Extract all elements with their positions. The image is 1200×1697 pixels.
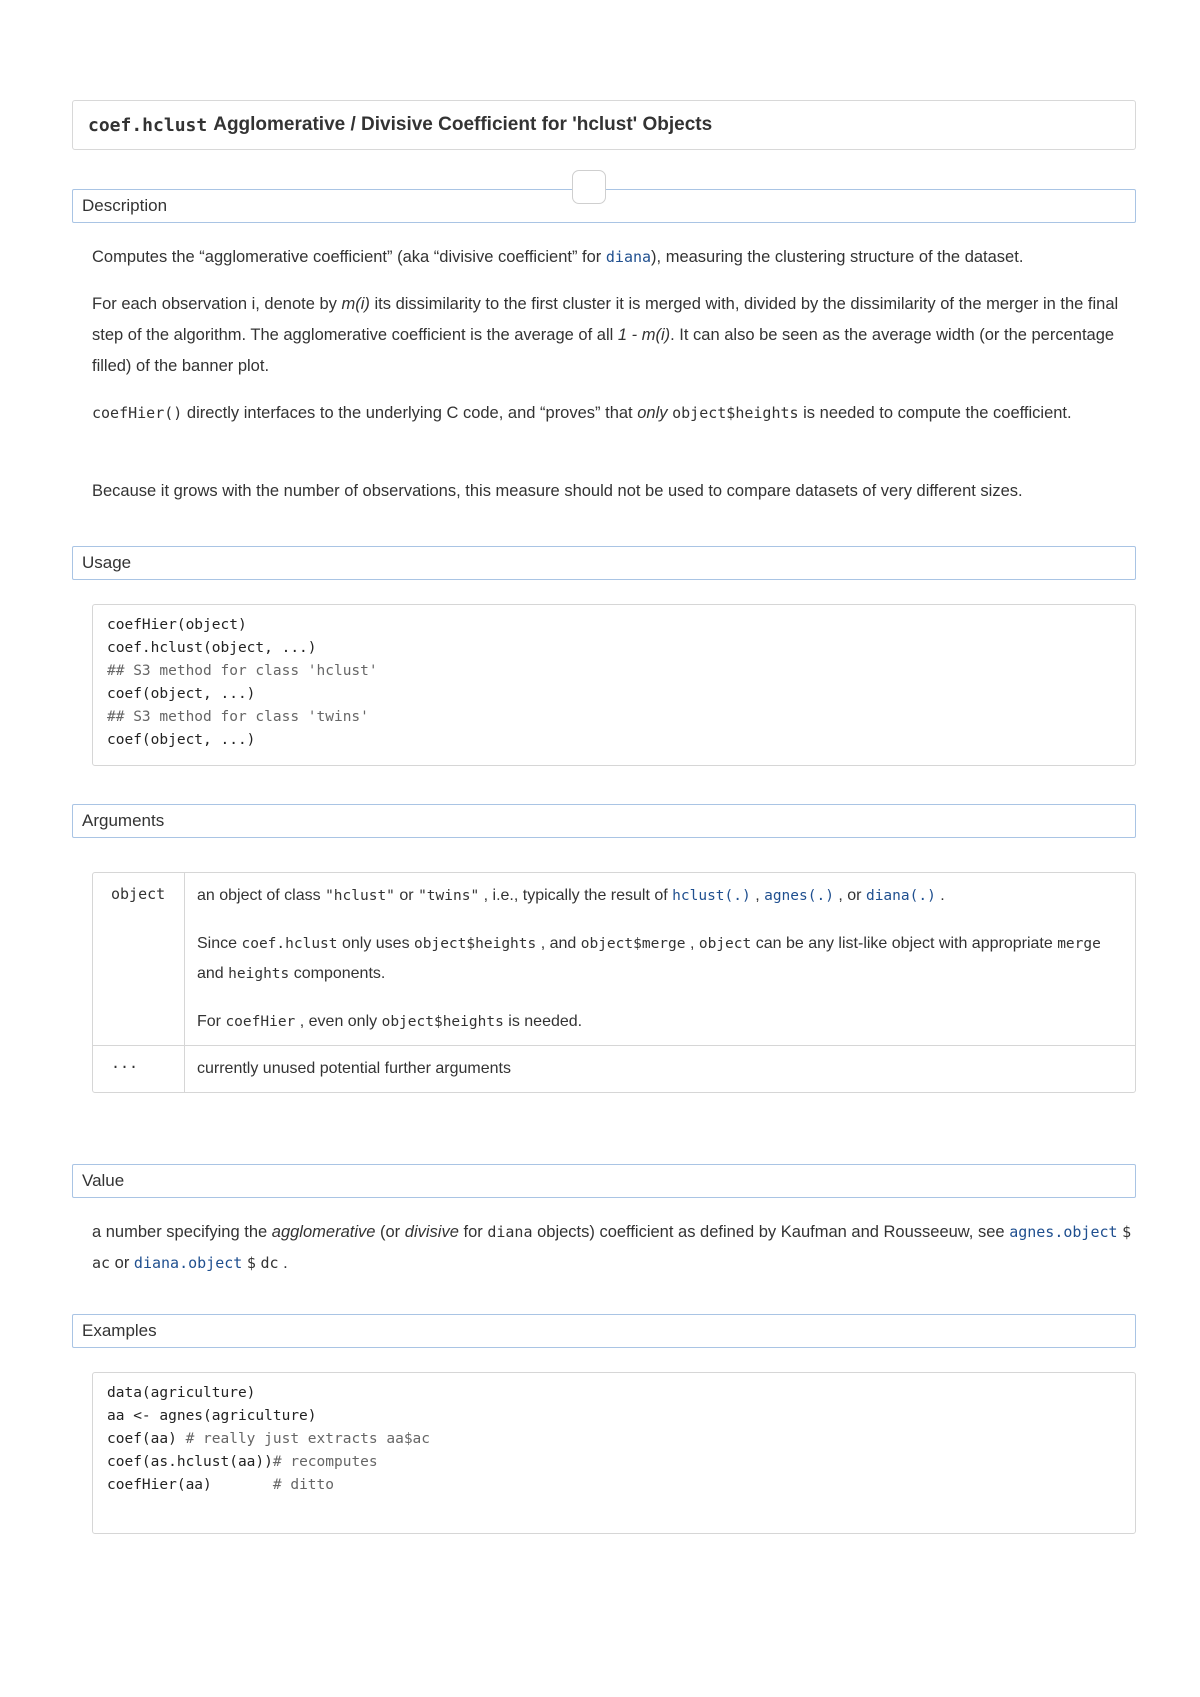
code-dollar: $ [1122, 1223, 1132, 1241]
diana-link[interactable]: diana [605, 248, 652, 266]
page-title [72, 100, 1136, 150]
text: , [689, 935, 695, 952]
text: , and [540, 935, 577, 952]
code-object-heights: object$heights [672, 404, 799, 422]
code-line: data(agriculture) [107, 1385, 256, 1401]
text: or [114, 1254, 130, 1272]
title-text: Agglomerative / Divisive Coefficient for 'hclust' Objects [213, 114, 713, 135]
drag-handle[interactable] [572, 170, 606, 204]
diana-object-link[interactable]: diana.object [133, 1254, 243, 1272]
code-line [107, 1428, 1121, 1451]
text: and [197, 965, 224, 982]
section-value-header: Value [72, 1164, 1136, 1198]
code-comment: # recomputes [272, 1454, 378, 1470]
agnes-link[interactable]: agnes(.) [764, 888, 834, 904]
section-description-header: Description [72, 189, 1136, 223]
text: . [283, 1254, 288, 1272]
text: , i.e., typically the result of [483, 887, 668, 904]
code-line: coefHier(object) [107, 617, 247, 633]
arguments-table [92, 872, 1136, 1093]
code-object-heights: object$heights [381, 1014, 504, 1030]
code-comment-line: ## S3 method for class 'hclust' [107, 663, 378, 679]
code-twins-string: "twins" [418, 888, 480, 904]
value-paragraph [92, 1217, 1136, 1279]
code-dollar: $ [246, 1254, 256, 1272]
math-one-minus-m-i: 1 - m(i) [617, 326, 671, 344]
code-coef-hclust: coef.hclust [241, 936, 338, 952]
text: ), measuring the clustering structure of the dataset. [651, 248, 1024, 266]
code-coefhier: coefHier() [92, 404, 183, 422]
code-ac: ac [92, 1254, 111, 1272]
text: For [197, 1013, 221, 1030]
code-line [107, 1474, 1121, 1497]
code-object: object [698, 936, 752, 952]
section-examples-header: Examples [72, 1314, 1136, 1348]
code-line: aa <- agnes(agriculture) [107, 1408, 317, 1424]
code-line: coef(object, ...) [107, 686, 256, 702]
code: coefHier(aa) [107, 1477, 273, 1493]
code-merge: merge [1057, 936, 1101, 952]
examples-code-block [92, 1372, 1136, 1534]
argument-name: ... [93, 1046, 185, 1092]
code: coef(as.hclust(aa)) [107, 1454, 273, 1470]
text: a number specifying the [92, 1223, 268, 1241]
text: its dissimilarity to the first cluster it is merged with, divided by the dissimilarity of the merger in the final step of the algorithm. The agglomerative coefficient is the average of all [92, 295, 1119, 344]
text: . It can also be seen as the average width (or the percentage filled) of the banner plot. [92, 326, 1115, 375]
argument-description [185, 873, 1135, 1045]
text: , or [838, 887, 862, 904]
argument-row-dots [93, 1045, 1135, 1092]
hclust-link[interactable]: hclust(.) [672, 888, 751, 904]
text: objects) coefficient as defined by Kaufman and Rousseeuw, see [537, 1223, 1005, 1241]
text: , [755, 887, 760, 904]
code-object-merge: object$merge [580, 936, 686, 952]
code-comment-line: ## S3 method for class 'twins' [107, 709, 369, 725]
code-line [107, 1451, 1121, 1474]
emphasis-agglomerative: agglomerative [271, 1223, 376, 1241]
emphasis-divisive: divisive [404, 1223, 459, 1241]
code-hclust-string: "hclust" [325, 888, 395, 904]
text: (or [380, 1223, 401, 1241]
text: can be any list-like object with appropriate [755, 935, 1053, 952]
code-diana: diana [487, 1223, 533, 1241]
text: Computes the “agglomerative coefficient” (aka “divisive coefficient” for [92, 248, 602, 266]
description-paragraph-2 [92, 289, 1136, 382]
text: for [463, 1223, 483, 1241]
text: is needed. [508, 1013, 583, 1030]
text: only uses [341, 935, 410, 952]
text: . [940, 887, 945, 904]
text: Since [197, 935, 238, 952]
section-usage-header: Usage [72, 546, 1136, 580]
diana-link[interactable]: diana(.) [865, 888, 936, 904]
usage-code-block [92, 604, 1136, 766]
text: , even only [299, 1013, 378, 1030]
math-m-i: m(i) [341, 295, 370, 313]
argument-name: object [93, 873, 185, 1045]
function-name: coef.hclust [88, 114, 208, 136]
code-object-heights: object$heights [414, 936, 537, 952]
text: directly interfaces to the underlying C code, and “proves” that [186, 404, 633, 422]
code-comment: # really just extracts aa$ac [185, 1431, 431, 1447]
text: an object of class [197, 887, 321, 904]
section-arguments-header: Arguments [72, 804, 1136, 838]
text: components. [293, 965, 386, 982]
code: coef(aa) [107, 1431, 186, 1447]
text: or [399, 887, 414, 904]
description-paragraph-3 [92, 398, 1136, 429]
argument-row-object [93, 873, 1135, 1045]
code-dc: dc [260, 1254, 279, 1272]
description-paragraph-4: Because it grows with the number of observations, this measure should not be used to compare datasets of very different sizes. [92, 482, 1023, 500]
code-line: coef.hclust(object, ...) [107, 640, 317, 656]
code-comment: # ditto [272, 1477, 334, 1493]
argument-description: currently unused potential further arguments [197, 1060, 511, 1077]
agnes-object-link[interactable]: agnes.object [1009, 1223, 1118, 1241]
code-heights: heights [228, 966, 290, 982]
code-coefhier: coefHier [225, 1014, 296, 1030]
text: is needed to compute the coefficient. [803, 404, 1072, 422]
emphasis-only: only [637, 404, 668, 422]
description-paragraph-1 [92, 242, 1136, 273]
text: For each observation i, denote by [92, 295, 337, 313]
code-line: coef(object, ...) [107, 732, 256, 748]
